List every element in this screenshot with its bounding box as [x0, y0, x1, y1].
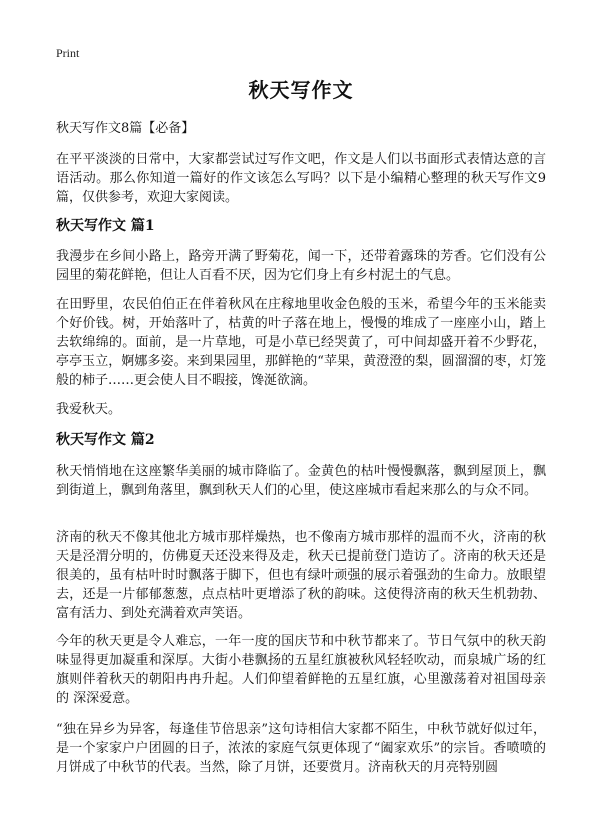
- section-2-paragraph-3: 今年的秋天更是令人难忘，一年一度的国庆节和中秋节都来了。节日气氛中的秋天韵味显得更加凝重和深厚。大街小巷飘扬的五星红旗被秋风轻轻吹动，而泉城广场的红旗则伴着秋天的朝阳冉冉升起。人们仰望着鲜艳的五星红旗，心里激荡着对祖国母亲的 深深爱意。: [56, 634, 546, 706]
- document-subtitle: 秋天写作文8篇【必备】: [56, 121, 195, 136]
- section-heading-1: 秋天写作文 篇1: [56, 218, 155, 234]
- section-1-paragraph-3: 我爱秋天。: [56, 402, 122, 417]
- document-title: 秋天写作文: [248, 78, 354, 102]
- section-2-paragraph-1: 秋天悄悄地在这座繁华美丽的城市降临了。金黄色的枯叶慢慢飘落，飘到屋顶上，飘到街道上，飘到角落里，飘到秋天人们的心里，使这座城市看起来那么的与众不同。: [56, 464, 546, 498]
- section-heading-2: 秋天写作文 篇2: [56, 432, 155, 448]
- section-1-paragraph-2: 在田野里，农民伯伯正在伴着秋风在庄稼地里收金色般的玉米，希望今年的玉米能卖个好价钱。树，开始落叶了，枯黄的叶子落在地上，慢慢的堆成了一座座小山，踏上去软绵绵的。面前，是一片草地，可是小草已经哭黄了，可中间却盛开着不少野花，亭亭玉立，婀娜多姿。来到果园里，那鲜艳的“苹果，黄澄澄的梨，圆溜溜的枣，灯笼般的柿子……更会使人目不暇接，馋涎欲滴。: [56, 297, 546, 388]
- section-2-paragraph-4: “独在异乡为异客，每逢佳节倍思亲”这句诗相信大家都不陌生，中秋节就好似过年，是一个家家户户团圆的日子，浓浓的家庭气氛更体现了“阖家欢乐”的宗旨。香喷喷的月饼成了中秋节的代表。当然，除了月饼，还要赏月。济南秋天的月亮特别圆: [56, 722, 546, 775]
- section-1-paragraph-1: 我漫步在乡间小路上，路旁开满了野菊花，闻一下，还带着露珠的芳香。它们没有公园里的菊花鲜艳，但让人百看不厌，因为它们身上有乡村泥土的气息。: [56, 249, 546, 283]
- intro-paragraph: 在平平淡淡的日常中，大家都尝试过写作文吧，作文是人们以书面形式表情达意的言语活动。那么你知道一篇好的作文该怎么写吗？以下是小编精心整理的秋天写作文9篇，仅供参考，欢迎大家阅读。: [56, 152, 546, 205]
- section-2-paragraph-2: 济南的秋天不像其他北方城市那样燥热，也不像南方城市那样的温而不火，济南的秋天是泾渭分明的，仿佛夏天还没来得及走，秋天已提前登门造访了。济南的秋天还是很美的，虽有枯叶时时飘落于脚下，但也有绿叶顽强的展示着强劲的生命力。放眼望去，还是一片郁郁葱葱，点点枯叶更增添了秋的韵味。这使得济南的秋天生机勃勃、富有活力、到处充满着欢声笑语。: [56, 530, 546, 621]
- print-link[interactable]: Print: [56, 46, 80, 60]
